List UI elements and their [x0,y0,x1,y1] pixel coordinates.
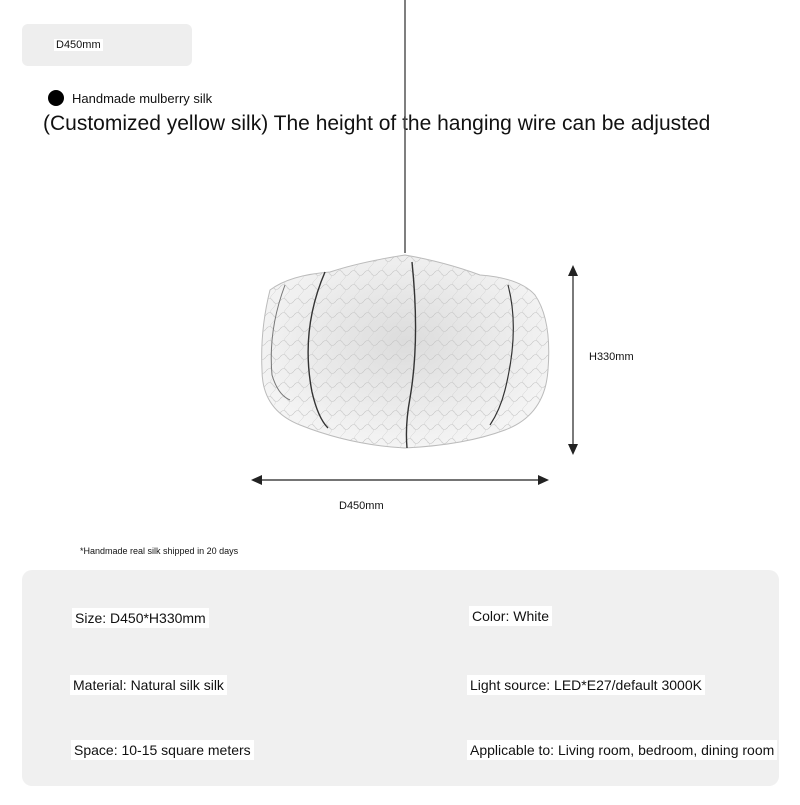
headline: (Customized yellow silk) The height of the hanging wire can be adjusted [43,112,711,135]
height-label: H330mm [586,351,637,363]
spec-applicable: Applicable to: Living room, bedroom, dining room [467,740,777,760]
spec-size: Size: D450*H330mm [72,608,209,628]
height-dimension-arrow [568,265,578,455]
diameter-label: D450mm [336,500,387,512]
spec-panel [22,570,779,786]
spec-light-source: Light source: LED*E27/default 3000K [467,675,705,695]
size-tab-label: D450mm [56,39,101,51]
spec-color: Color: White [469,606,552,626]
silk-lampshade [262,255,549,448]
diameter-dimension-arrow [251,475,549,485]
bullet-text: Handmade mulberry silk [72,90,213,106]
spec-space: Space: 10-15 square meters [71,740,254,760]
spec-material: Material: Natural silk silk [70,675,227,695]
shipping-note: *Handmade real silk shipped in 20 days [80,546,239,556]
